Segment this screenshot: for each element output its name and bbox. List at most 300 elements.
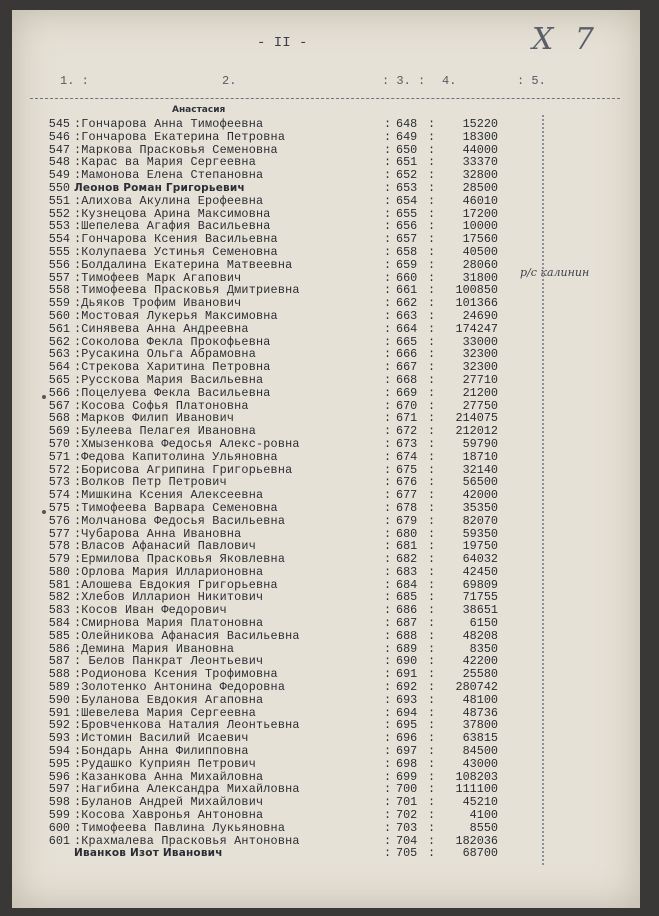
row-separator: : bbox=[384, 142, 392, 157]
row-name: :Хлебов Илларион Никитович bbox=[74, 590, 264, 605]
row-name: :Тимофеев Марк Агапович bbox=[74, 270, 242, 285]
row-name: :Гончарова Анна Тимофеевна bbox=[74, 117, 264, 131]
row-amount: 32300 bbox=[462, 360, 498, 375]
row-number: 570 bbox=[48, 436, 70, 451]
row-separator: : bbox=[428, 193, 436, 208]
row-separator: : bbox=[384, 398, 392, 413]
row-separator: : bbox=[428, 475, 436, 490]
row-separator: : bbox=[428, 705, 436, 720]
row-name: :Русакина Ольга Абрамовна bbox=[74, 347, 256, 362]
row-number: 593 bbox=[48, 731, 70, 746]
row-separator: : bbox=[428, 436, 436, 451]
row-separator: : bbox=[384, 744, 392, 759]
row-separator: : bbox=[428, 180, 436, 195]
row-number: 550 bbox=[48, 180, 70, 195]
row-name: :Тимофеева Варвара Семеновна bbox=[74, 500, 278, 515]
table-row bbox=[12, 502, 640, 515]
row-number: 566 bbox=[48, 385, 70, 400]
row-name: :Хмызенкова Федосья Алекс-ровна bbox=[74, 436, 300, 451]
row-amount: 38651 bbox=[462, 603, 498, 618]
row-code: 692 bbox=[396, 680, 418, 695]
row-separator: : bbox=[384, 321, 392, 336]
row-name: : Белов Панкрат Леонтьевич bbox=[74, 654, 264, 669]
row-code: 688 bbox=[396, 628, 418, 643]
row-number: 559 bbox=[48, 296, 70, 311]
row-amount: 27710 bbox=[462, 372, 498, 387]
row-amount: 4100 bbox=[469, 808, 498, 823]
row-number: 574 bbox=[48, 488, 70, 503]
row-code: 701 bbox=[396, 795, 418, 810]
row-number: 549 bbox=[48, 168, 70, 183]
row-separator: : bbox=[428, 756, 436, 771]
header-col4: 4. bbox=[442, 74, 457, 88]
row-separator: : bbox=[384, 219, 392, 234]
row-name: :Кузнецова Арина Максимовна bbox=[74, 206, 271, 221]
row-number: 597 bbox=[48, 782, 70, 797]
row-code: 696 bbox=[396, 731, 418, 746]
row-name: Иванков Изот Иванович bbox=[74, 847, 223, 860]
row-amount: 84500 bbox=[462, 744, 498, 759]
row-code: 685 bbox=[396, 590, 418, 605]
row-separator: : bbox=[384, 564, 392, 579]
row-number: 600 bbox=[48, 820, 70, 835]
row-amount: 24690 bbox=[462, 308, 498, 323]
row-separator: : bbox=[384, 180, 392, 195]
row-separator: : bbox=[428, 590, 436, 605]
row-separator: : bbox=[428, 488, 436, 503]
row-code: 684 bbox=[396, 577, 418, 592]
row-separator: : bbox=[428, 564, 436, 579]
row-amount: 280742 bbox=[455, 680, 498, 695]
row-separator: : bbox=[384, 475, 392, 490]
row-number: 598 bbox=[48, 795, 70, 810]
row-amount: 63815 bbox=[462, 731, 498, 746]
row-name: :Смирнова Мария Платоновна bbox=[74, 616, 264, 631]
row-name: :Шевелева Мария Сергеевна bbox=[74, 705, 256, 720]
row-separator: : bbox=[384, 603, 392, 618]
row-code: 702 bbox=[396, 808, 418, 823]
row-name: :Волков Петр Петрович bbox=[74, 475, 227, 490]
row-amount: 101366 bbox=[455, 296, 498, 311]
row-number: 580 bbox=[48, 564, 70, 579]
row-separator: : bbox=[384, 705, 392, 720]
table-row bbox=[12, 489, 640, 502]
row-separator: : bbox=[384, 552, 392, 567]
row-number: 551 bbox=[48, 193, 70, 208]
row-amount: 31800 bbox=[462, 270, 498, 285]
table-row bbox=[12, 310, 640, 323]
row-number: 569 bbox=[48, 424, 70, 439]
row-separator: : bbox=[428, 462, 436, 477]
row-number: 594 bbox=[48, 744, 70, 759]
row-number: 586 bbox=[48, 641, 70, 656]
row-number: 595 bbox=[48, 756, 70, 771]
table-row bbox=[12, 681, 640, 694]
row-separator: : bbox=[384, 334, 392, 349]
row-code: 674 bbox=[396, 449, 418, 464]
row-number: 578 bbox=[48, 539, 70, 554]
row-amount: 44000 bbox=[462, 142, 498, 157]
row-separator: : bbox=[384, 411, 392, 426]
row-separator: : bbox=[428, 808, 436, 823]
row-separator: : bbox=[384, 257, 392, 272]
handwritten-margin-note: р/с калинин bbox=[520, 266, 590, 279]
row-code: 657 bbox=[396, 232, 418, 247]
row-separator: : bbox=[428, 539, 436, 554]
row-number: 582 bbox=[48, 590, 70, 605]
row-code: 673 bbox=[396, 436, 418, 451]
row-name: :Гончарова Екатерина Петровна bbox=[74, 129, 286, 144]
row-code: 668 bbox=[396, 372, 418, 387]
row-code: 676 bbox=[396, 475, 418, 490]
row-separator: : bbox=[384, 296, 392, 311]
row-separator: : bbox=[384, 808, 392, 823]
row-number: 576 bbox=[48, 513, 70, 528]
row-code: 705 bbox=[396, 846, 418, 861]
row-code: 651 bbox=[396, 155, 418, 170]
row-code: 680 bbox=[396, 526, 418, 541]
row-name: :Косова Софья Платоновна bbox=[74, 398, 249, 413]
row-name: :Ермилова Прасковья Яковлевна bbox=[74, 552, 286, 567]
row-amount: 182036 bbox=[455, 833, 498, 848]
row-separator: : bbox=[428, 744, 436, 759]
table-row bbox=[12, 847, 640, 860]
row-separator: : bbox=[428, 680, 436, 695]
row-number: 567 bbox=[48, 398, 70, 413]
row-code: 682 bbox=[396, 552, 418, 567]
row-separator: : bbox=[384, 308, 392, 323]
row-separator: : bbox=[428, 283, 436, 298]
row-number: 545 bbox=[48, 117, 70, 131]
row-name: :Молчанова Федосья Васильевна bbox=[74, 513, 286, 528]
row-separator: : bbox=[428, 526, 436, 541]
row-amount: 28060 bbox=[462, 257, 498, 272]
table-row bbox=[12, 259, 640, 272]
row-separator: : bbox=[384, 117, 392, 131]
row-number: 590 bbox=[48, 692, 70, 707]
row-code: 649 bbox=[396, 129, 418, 144]
row-separator: : bbox=[428, 782, 436, 797]
row-name: :Демина Мария Ивановна bbox=[74, 641, 235, 656]
row-separator: : bbox=[428, 270, 436, 285]
row-amount: 8350 bbox=[469, 641, 498, 656]
row-separator: : bbox=[428, 795, 436, 810]
row-number: 584 bbox=[48, 616, 70, 631]
header-col1: 1. : bbox=[60, 74, 89, 88]
row-number: 557 bbox=[48, 270, 70, 285]
row-code: 662 bbox=[396, 296, 418, 311]
row-amount: 82070 bbox=[462, 513, 498, 528]
table-row bbox=[12, 118, 640, 131]
row-amount: 40500 bbox=[462, 244, 498, 259]
row-separator: : bbox=[428, 372, 436, 387]
table-row bbox=[12, 630, 640, 643]
header-divider bbox=[30, 98, 620, 99]
row-separator: : bbox=[384, 193, 392, 208]
row-separator: : bbox=[428, 616, 436, 631]
row-name: :Олейникова Афанасия Васильевна bbox=[74, 628, 300, 643]
row-name: :Болдалина Екатерина Матвеевна bbox=[74, 257, 293, 272]
row-name: :Булеева Пелагея Ивановна bbox=[74, 424, 256, 439]
table-row bbox=[12, 745, 640, 758]
row-separator: : bbox=[384, 168, 392, 183]
row-number: 562 bbox=[48, 334, 70, 349]
row-amount: 18710 bbox=[462, 449, 498, 464]
row-code: 672 bbox=[396, 424, 418, 439]
row-name: :Золотенко Антонина Федоровна bbox=[74, 680, 286, 695]
row-separator: : bbox=[428, 142, 436, 157]
handwritten-correction: Анастасия bbox=[172, 105, 226, 115]
row-amount: 59350 bbox=[462, 526, 498, 541]
row-number: 555 bbox=[48, 244, 70, 259]
row-separator: : bbox=[384, 846, 392, 861]
row-name: :Тимофеева Павлина Лукьяновна bbox=[74, 820, 286, 835]
row-separator: : bbox=[384, 500, 392, 515]
table-row bbox=[12, 131, 640, 144]
row-number: 563 bbox=[48, 347, 70, 362]
row-amount: 15220 bbox=[462, 117, 498, 131]
table-row bbox=[12, 246, 640, 259]
row-number: 558 bbox=[48, 283, 70, 298]
row-code: 675 bbox=[396, 462, 418, 477]
row-code: 681 bbox=[396, 539, 418, 554]
row-number: 591 bbox=[48, 705, 70, 720]
row-separator: : bbox=[428, 820, 436, 835]
row-code: 700 bbox=[396, 782, 418, 797]
row-code: 665 bbox=[396, 334, 418, 349]
row-amount: 46010 bbox=[462, 193, 498, 208]
row-separator: : bbox=[384, 782, 392, 797]
row-number: 601 bbox=[48, 833, 70, 848]
row-separator: : bbox=[384, 539, 392, 554]
row-separator: : bbox=[384, 756, 392, 771]
row-separator: : bbox=[428, 219, 436, 234]
row-amount: 32140 bbox=[462, 462, 498, 477]
row-separator: : bbox=[384, 372, 392, 387]
row-name: :Буланов Андрей Михайлович bbox=[74, 795, 264, 810]
row-separator: : bbox=[428, 500, 436, 515]
row-amount: 18300 bbox=[462, 129, 498, 144]
table-row bbox=[12, 374, 640, 387]
row-separator: : bbox=[428, 411, 436, 426]
row-code: 678 bbox=[396, 500, 418, 515]
table-row bbox=[12, 553, 640, 566]
row-separator: : bbox=[428, 117, 436, 131]
row-number: 553 bbox=[48, 219, 70, 234]
row-number: 577 bbox=[48, 526, 70, 541]
table-row bbox=[12, 438, 640, 451]
row-separator: : bbox=[428, 334, 436, 349]
row-number: 547 bbox=[48, 142, 70, 157]
row-number: 579 bbox=[48, 552, 70, 567]
row-amount: 71755 bbox=[462, 590, 498, 605]
row-number: 573 bbox=[48, 475, 70, 490]
row-separator: : bbox=[384, 232, 392, 247]
row-name: :Косова Хавронья Антоновна bbox=[74, 808, 264, 823]
row-separator: : bbox=[428, 129, 436, 144]
row-code: 655 bbox=[396, 206, 418, 221]
row-separator: : bbox=[428, 846, 436, 861]
row-amount: 48100 bbox=[462, 692, 498, 707]
table-row bbox=[12, 195, 640, 208]
row-separator: : bbox=[384, 526, 392, 541]
row-code: 679 bbox=[396, 513, 418, 528]
row-separator: : bbox=[428, 296, 436, 311]
row-code: 667 bbox=[396, 360, 418, 375]
row-separator: : bbox=[428, 718, 436, 733]
row-amount: 17560 bbox=[462, 232, 498, 247]
row-amount: 56500 bbox=[462, 475, 498, 490]
row-code: 683 bbox=[396, 564, 418, 579]
row-code: 694 bbox=[396, 705, 418, 720]
row-number: 556 bbox=[48, 257, 70, 272]
row-name: :Синявева Анна Андреевна bbox=[74, 321, 249, 336]
row-name: :Соколова Фекла Прокофьевна bbox=[74, 334, 271, 349]
row-code: 656 bbox=[396, 219, 418, 234]
row-code: 686 bbox=[396, 603, 418, 618]
row-amount: 108203 bbox=[455, 769, 498, 784]
row-amount: 25580 bbox=[462, 667, 498, 682]
row-name: :Косов Иван Федорович bbox=[74, 603, 227, 618]
row-code: 659 bbox=[396, 257, 418, 272]
row-amount: 43000 bbox=[462, 756, 498, 771]
row-amount: 100850 bbox=[455, 283, 498, 298]
row-number: 599 bbox=[48, 808, 70, 823]
row-separator: : bbox=[384, 436, 392, 451]
row-separator: : bbox=[384, 590, 392, 605]
table-row bbox=[12, 323, 640, 336]
row-amount: 48208 bbox=[462, 628, 498, 643]
row-separator: : bbox=[384, 795, 392, 810]
row-name: :Федова Капитолина Ульяновна bbox=[74, 449, 278, 464]
row-name: :Чубарова Анна Ивановна bbox=[74, 526, 242, 541]
row-separator: : bbox=[384, 820, 392, 835]
row-name: :Стрекова Харитина Петровна bbox=[74, 360, 271, 375]
row-code: 669 bbox=[396, 385, 418, 400]
row-separator: : bbox=[428, 513, 436, 528]
row-code: 677 bbox=[396, 488, 418, 503]
row-separator: : bbox=[428, 257, 436, 272]
row-separator: : bbox=[384, 347, 392, 362]
row-separator: : bbox=[384, 283, 392, 298]
page-number: - II - bbox=[257, 35, 308, 51]
row-amount: 42450 bbox=[462, 564, 498, 579]
handwritten-corner-mark: Х 7 bbox=[532, 22, 600, 57]
record-list bbox=[12, 118, 640, 860]
document-page bbox=[12, 10, 640, 908]
row-separator: : bbox=[384, 718, 392, 733]
row-number: 548 bbox=[48, 155, 70, 170]
row-name: :Дьяков Трофим Иванович bbox=[74, 296, 242, 311]
row-separator: : bbox=[384, 462, 392, 477]
row-separator: : bbox=[384, 769, 392, 784]
row-code: 691 bbox=[396, 667, 418, 682]
row-separator: : bbox=[384, 680, 392, 695]
row-name: :Алошева Евдокия Григорьевна bbox=[74, 577, 278, 592]
row-code: 670 bbox=[396, 398, 418, 413]
row-separator: : bbox=[384, 692, 392, 707]
row-code: 693 bbox=[396, 692, 418, 707]
row-separator: : bbox=[428, 321, 436, 336]
row-separator: : bbox=[428, 385, 436, 400]
table-row bbox=[12, 566, 640, 579]
row-name: :Маркова Прасковья Семеновна bbox=[74, 142, 278, 157]
row-separator: : bbox=[428, 244, 436, 259]
row-separator: : bbox=[384, 155, 392, 170]
row-code: 699 bbox=[396, 769, 418, 784]
row-amount: 27750 bbox=[462, 398, 498, 413]
row-name: Леонов Роман Григорьевич bbox=[74, 181, 245, 194]
row-code: 652 bbox=[396, 168, 418, 183]
row-separator: : bbox=[384, 641, 392, 656]
row-code: 666 bbox=[396, 347, 418, 362]
row-name: :Казанкова Анна Михайловна bbox=[74, 769, 264, 784]
row-name: :Марков Филип Иванович bbox=[74, 411, 235, 426]
row-separator: : bbox=[428, 168, 436, 183]
row-amount: 69809 bbox=[462, 577, 498, 592]
row-separator: : bbox=[428, 692, 436, 707]
row-amount: 33370 bbox=[462, 155, 498, 170]
row-separator: : bbox=[384, 206, 392, 221]
row-separator: : bbox=[428, 398, 436, 413]
header-col3: : 3. : bbox=[382, 74, 426, 88]
row-name: :Бондарь Анна Филипповна bbox=[74, 744, 249, 759]
row-name: :Гончарова Ксения Васильевна bbox=[74, 232, 278, 247]
row-amount: 35350 bbox=[462, 500, 498, 515]
row-number: 589 bbox=[48, 680, 70, 695]
table-row bbox=[12, 451, 640, 464]
row-separator: : bbox=[384, 424, 392, 439]
row-code: 650 bbox=[396, 142, 418, 157]
row-name: :Мишкина Ксения Алексеевна bbox=[74, 488, 264, 503]
row-amount: 68700 bbox=[462, 846, 498, 861]
row-amount: 37800 bbox=[462, 718, 498, 733]
row-name: :Тимофеева Прасковья Дмитриевна bbox=[74, 283, 300, 298]
row-amount: 42000 bbox=[462, 488, 498, 503]
row-number: 554 bbox=[48, 232, 70, 247]
row-code: 704 bbox=[396, 833, 418, 848]
row-separator: : bbox=[384, 488, 392, 503]
row-name: :Крахмалева Прасковья Антоновна bbox=[74, 833, 300, 848]
row-number: 546 bbox=[48, 129, 70, 144]
row-code: 654 bbox=[396, 193, 418, 208]
row-name: :Борисова Агрипина Григорьевна bbox=[74, 462, 293, 477]
row-name: :Карас ва Мария Сергеевна bbox=[74, 155, 256, 170]
row-number: 575 bbox=[48, 500, 70, 515]
table-row bbox=[12, 515, 640, 528]
row-separator: : bbox=[384, 628, 392, 643]
row-separator: : bbox=[384, 360, 392, 375]
row-amount: 32300 bbox=[462, 347, 498, 362]
row-separator: : bbox=[428, 654, 436, 669]
row-separator: : bbox=[384, 577, 392, 592]
row-separator: : bbox=[428, 603, 436, 618]
row-amount: 28500 bbox=[462, 180, 498, 195]
row-separator: : bbox=[428, 424, 436, 439]
row-separator: : bbox=[384, 731, 392, 746]
table-row bbox=[12, 694, 640, 707]
row-name: :Орлова Мария Илларионовна bbox=[74, 564, 264, 579]
row-name: :Русскова Мария Васильевна bbox=[74, 372, 264, 387]
table-row bbox=[12, 617, 640, 630]
row-amount: 8550 bbox=[469, 820, 498, 835]
table-row bbox=[12, 835, 640, 848]
row-separator: : bbox=[428, 628, 436, 643]
row-code: 687 bbox=[396, 616, 418, 631]
row-separator: : bbox=[428, 641, 436, 656]
row-number: 592 bbox=[48, 718, 70, 733]
table-row bbox=[12, 809, 640, 822]
